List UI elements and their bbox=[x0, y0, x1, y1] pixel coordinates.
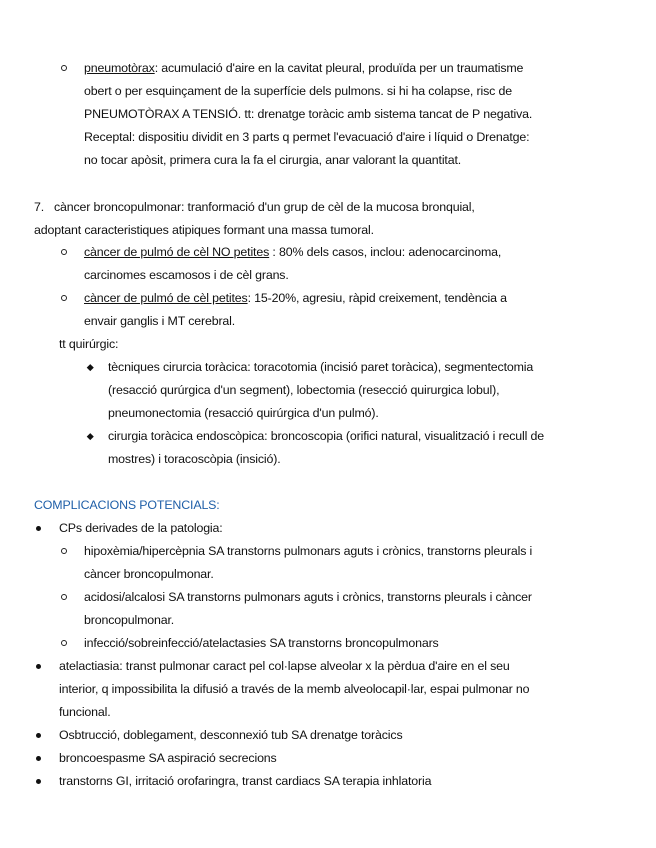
hollow-bullet-icon bbox=[61, 594, 67, 600]
cancer-petites-line-1: càncer de pulmó de cèl petites: 15-20%, agresiu, ràpid creixement, tendència a bbox=[84, 291, 507, 305]
atelactasia-line-1: atelactiasia: transt pulmonar caract pel col·lapse alveolar x la pèrdua d'aire en el seu bbox=[59, 659, 510, 673]
cancer-petites-term: càncer de pulmó de cèl petites bbox=[84, 291, 248, 305]
tt-quirurgic-label: tt quirúrgic: bbox=[59, 337, 119, 351]
pneumotorax-line-5: no tocar apòsit, primera cura la fa el cirurgia, anar valorant la quantitat. bbox=[84, 153, 462, 167]
cp-sub-2-line-2: broncopulmonar. bbox=[84, 613, 175, 627]
filled-bullet-icon bbox=[36, 733, 41, 738]
diamond-bullet-icon bbox=[87, 364, 93, 370]
cancer-no-petites-term: càncer de pulmó de cèl NO petites bbox=[84, 245, 270, 259]
atelactasia-line-3: funcional. bbox=[59, 705, 111, 719]
cp-sub-1-line-1: hipoxèmia/hipercèpnia SA transtorns pulmonars aguts i crònics, transtorns pleurals i bbox=[84, 544, 533, 558]
complicacions-heading: COMPLICACIONS POTENCIALS: bbox=[34, 498, 220, 512]
pneumotorax-line-4: Receptal: dispositiu dividit en 3 parts q permet l'evacuació d'aire i líquid o Drenatge: bbox=[84, 130, 530, 144]
hollow-bullet-icon bbox=[61, 640, 67, 646]
cp-derivades-label: CPs derivades de la patologia: bbox=[59, 521, 223, 535]
filled-bullet-icon bbox=[36, 664, 41, 669]
pneumotorax-line-1: pneumotòrax: acumulació d'aire en la cavitat pleural, produïda per un traumatisme bbox=[84, 61, 524, 75]
cancer-no-petites-line-1: càncer de pulmó de cèl NO petites : 80% dels casos, inclou: adenocarcinoma, bbox=[84, 245, 502, 259]
broncoespasme-line: broncoespasme SA aspiració secrecions bbox=[59, 751, 277, 765]
cp-sub-2-line-1: acidosi/alcalosi SA transtorns pulmonars aguts i crònics, transtorns pleurals i càncer bbox=[84, 590, 532, 604]
tt-item-1-line-3: pneumonectomia (resacció quirúrgica d'un pulmó). bbox=[108, 406, 379, 420]
obstruccio-line: Osbtrucció, doblegament, desconnexió tub SA drenatge toràcics bbox=[59, 728, 403, 742]
pneumotorax-line-3: PNEUMOTÒRAX A TENSIÓ. tt: drenatge toràcic amb sistema tancat de P negativa. bbox=[84, 107, 533, 121]
cp-sub-1-line-2: càncer broncopulmonar. bbox=[84, 567, 214, 581]
cancer-petites-line-2: envair ganglis i MT cerebral. bbox=[84, 314, 236, 328]
tt-item-1-line-2: (resacció qurúrgica d'un segment), lobectomia (resecció quirurgica lobul), bbox=[108, 383, 500, 397]
hollow-bullet-icon bbox=[61, 249, 67, 255]
pneumotorax-term: pneumotòrax bbox=[84, 61, 155, 75]
filled-bullet-icon bbox=[36, 779, 41, 784]
cancer-no-petites-line-2: carcinomes escamosos i de cèl grans. bbox=[84, 268, 289, 282]
cancer-heading-line-2: adoptant caracteristiques atipiques formant una massa tumoral. bbox=[34, 223, 374, 237]
filled-bullet-icon bbox=[36, 756, 41, 761]
cp-sub-3-line-1: infecció/sobreinfecció/atelactasies SA transtorns broncopulmonars bbox=[84, 636, 439, 650]
pneumotorax-line-2: obert o per esquinçament de la superfície dels pulmons. si hi ha colapse, risc de bbox=[84, 84, 512, 98]
tt-item-2-line-1: cirurgia toràcica endoscòpica: broncoscopia (orifici natural, visualització i recull de bbox=[108, 429, 544, 443]
tt-item-1-line-1: tècniques cirurcia toràcica: toracotomia (incisió paret toràcica), segmentectomia bbox=[108, 360, 534, 374]
atelactasia-line-2: interior, q impossibilita la difusió a través de la memb alveolocapil·lar, espai pulmonar no bbox=[59, 682, 530, 696]
cancer-heading-line-1: 7. càncer broncopulmonar: tranformació d'un grup de cèl de la mucosa bronquial, bbox=[34, 200, 475, 214]
hollow-bullet-icon bbox=[61, 548, 67, 554]
hollow-bullet-icon bbox=[61, 295, 67, 301]
filled-bullet-icon bbox=[36, 526, 41, 531]
hollow-bullet-icon bbox=[61, 65, 67, 71]
transtorns-gi-line: transtorns GI, irritació orofaringra, transt cardiacs SA terapia inhlatoria bbox=[59, 774, 432, 788]
tt-item-2-line-2: mostres) i toracoscòpia (insició). bbox=[108, 452, 281, 466]
diamond-bullet-icon bbox=[87, 433, 93, 439]
